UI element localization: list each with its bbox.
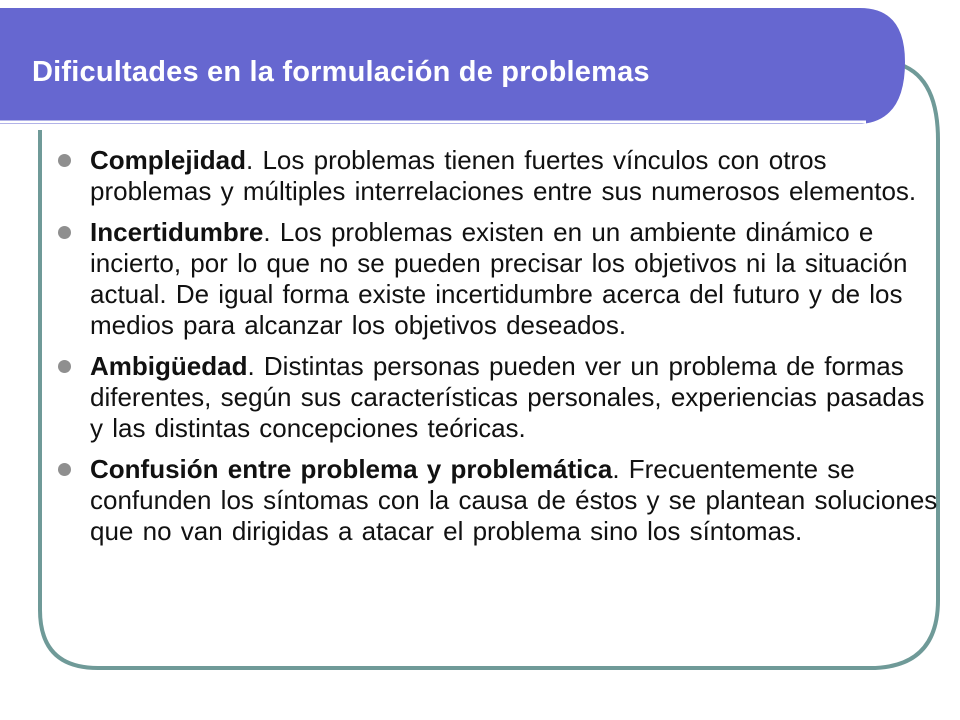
bullet-list <box>58 145 938 557</box>
item-term: Confusión entre problema y problemática <box>90 454 613 484</box>
list-item <box>58 454 938 547</box>
item-term: Incertidumbre <box>90 217 264 247</box>
list-item <box>58 217 938 341</box>
list-item <box>58 351 938 444</box>
item-text: . Frecuentemente se confunden los síntomas con la causa de éstos y se plantean soluciones que no van dirigidas a atacar el problema sino los síntomas. <box>90 454 938 546</box>
item-term: Complejidad <box>90 145 247 175</box>
list-item <box>58 145 938 207</box>
item-text: . Los problemas existen en un ambiente dinámico e incierto, por lo que no se pueden precisar los objetivos ni la situación actual. De igual forma existe incertidumbre acerca del futuro y de los medios para alcanzar los objetivos deseados. <box>90 217 908 340</box>
item-text: . Distintas personas pueden ver un problema de formas diferentes, según sus características personales, experiencias pasadas y las distintas concepciones teóricas. <box>90 351 925 443</box>
bullet-dot-icon <box>58 226 71 239</box>
slide-title: Dificultades en la formulación de problemas <box>32 56 650 88</box>
item-term: Ambigüedad <box>90 351 248 381</box>
item-text: . Los problemas tienen fuertes vínculos con otros problemas y múltiples interrelaciones entre sus numerosos elementos. <box>90 145 917 206</box>
bullet-dot-icon <box>58 463 71 476</box>
bullet-dot-icon <box>58 154 71 167</box>
bullet-dot-icon <box>58 360 71 373</box>
